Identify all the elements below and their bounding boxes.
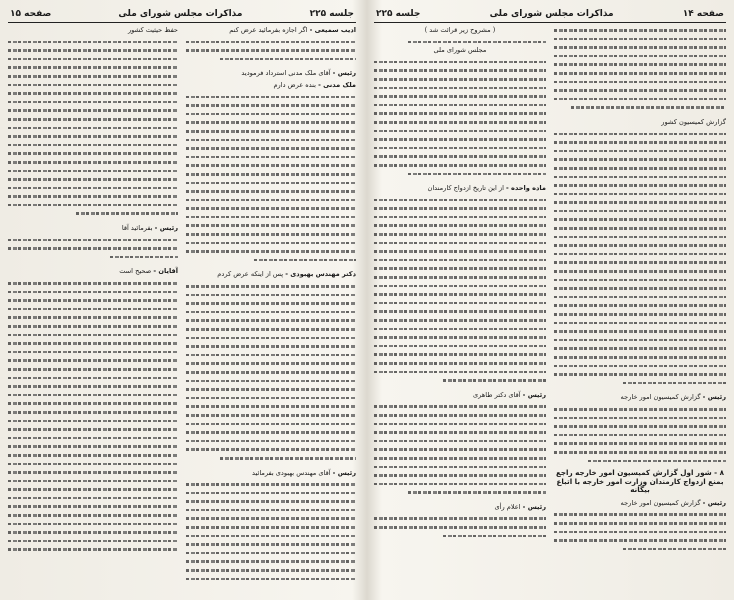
text-line (186, 118, 356, 127)
paragraph-text: آقای مهندس بهبودی بفرمائید (252, 468, 331, 477)
paragraph-text: ( مشروح زیر قرائت شد ) (424, 26, 496, 34)
text-line (186, 497, 356, 506)
text-line (186, 187, 356, 196)
text-line (186, 213, 356, 222)
speaker-name: آقایان - (153, 267, 178, 276)
paragraph (374, 503, 546, 512)
text-line (8, 494, 178, 503)
text-line (554, 233, 726, 242)
text-line (8, 460, 178, 469)
text-line (186, 351, 356, 360)
text-line (186, 368, 356, 377)
paragraph-text: بنده عرض دارم (273, 80, 316, 89)
paragraph-text: گزارش کمیسیون امور خارجه (620, 393, 701, 402)
text-line (186, 428, 356, 437)
text-line (8, 296, 178, 305)
paragraph-text: بفرمائید آقا (121, 224, 153, 233)
paragraph-text: آقای دکتر طاهری (472, 390, 521, 399)
text-line (374, 411, 546, 420)
text-line (8, 485, 178, 494)
speaker-name: رئیس - (332, 69, 356, 78)
paragraph (186, 69, 356, 78)
speaker-name: رئیس - (522, 502, 546, 511)
text-line (374, 92, 546, 101)
text-line (374, 264, 546, 273)
text-line (186, 55, 356, 64)
text-line (374, 273, 546, 282)
text-line (8, 391, 178, 400)
text-line (554, 138, 726, 147)
text-line (374, 437, 546, 446)
left-session-label: جلسه ۲۲۵ (309, 9, 354, 19)
text-line (8, 63, 178, 72)
text-line (554, 181, 726, 190)
text-line (186, 549, 356, 558)
text-line (186, 136, 356, 145)
text-line (186, 532, 356, 541)
paragraph (186, 469, 356, 478)
text-line (186, 299, 356, 308)
text-line (374, 144, 546, 153)
speaker-name: ماده واحده - (506, 184, 546, 193)
text-line (554, 536, 726, 545)
text-line (8, 46, 178, 55)
text-line (554, 103, 726, 112)
text-line (374, 463, 546, 472)
paragraph (186, 81, 356, 90)
text-line (8, 382, 178, 391)
text-line (8, 545, 178, 554)
text-line (554, 224, 726, 233)
speaker-name: رئیس - (154, 224, 178, 233)
text-line (374, 38, 546, 47)
text-line (374, 239, 546, 248)
text-line (8, 365, 178, 374)
text-line (374, 101, 546, 110)
text-line (8, 399, 178, 408)
text-line (8, 451, 178, 460)
text-line (374, 325, 546, 334)
text-line (186, 489, 356, 498)
text-line (186, 239, 356, 248)
text-line (374, 471, 546, 480)
text-line (374, 523, 546, 532)
text-line (8, 55, 178, 64)
text-line (8, 425, 178, 434)
text-line (8, 158, 178, 167)
text-line (554, 379, 726, 388)
text-line (186, 437, 356, 446)
paragraph (374, 26, 546, 35)
text-line (8, 468, 178, 477)
text-line (186, 325, 356, 334)
text-line (374, 350, 546, 359)
text-line (374, 75, 546, 84)
text-line (186, 480, 356, 489)
text-line (554, 35, 726, 44)
text-line (554, 215, 726, 224)
text-line (554, 147, 726, 156)
text-line (374, 333, 546, 342)
speaker-name: دکتر مهندس بهبودی - (285, 270, 356, 279)
text-line (374, 66, 546, 75)
text-line (554, 528, 726, 537)
text-line (8, 244, 178, 253)
paragraph-text: گزارش کمیسیون امور خارجه (620, 498, 701, 507)
text-line (554, 52, 726, 61)
text-line (554, 344, 726, 353)
right-col-left (374, 26, 546, 594)
text-line (186, 230, 356, 239)
text-line (374, 359, 546, 368)
text-line (554, 207, 726, 216)
text-line (374, 230, 546, 239)
paragraph (186, 26, 356, 35)
text-line (8, 356, 178, 365)
text-line (554, 545, 726, 554)
text-line (8, 209, 178, 218)
text-line (186, 46, 356, 55)
text-line (8, 106, 178, 115)
text-line (8, 72, 178, 81)
text-line (8, 38, 178, 47)
text-line (8, 236, 178, 245)
text-line (186, 144, 356, 153)
paragraph (554, 118, 726, 127)
text-line (374, 161, 546, 170)
text-line (554, 319, 726, 328)
text-line (554, 190, 726, 199)
text-line (374, 299, 546, 308)
text-line (554, 276, 726, 285)
text-line (8, 279, 178, 288)
text-line (186, 514, 356, 523)
text-line (554, 198, 726, 207)
right-columns (374, 26, 726, 594)
text-line (374, 342, 546, 351)
text-line (374, 402, 546, 411)
paragraph (374, 391, 546, 400)
text-line (374, 247, 546, 256)
text-line (186, 575, 356, 584)
text-line (554, 284, 726, 293)
text-line (374, 454, 546, 463)
text-line (8, 417, 178, 426)
text-line (186, 127, 356, 136)
paragraph-text: آقای ملک مدنی استرداد فرمودید (241, 69, 331, 78)
paragraph (374, 184, 546, 193)
text-line (374, 480, 546, 489)
text-line (186, 256, 356, 265)
text-line (8, 374, 178, 383)
text-line (374, 170, 546, 179)
text-line (8, 305, 178, 314)
text-line (554, 173, 726, 182)
text-line (554, 336, 726, 345)
text-line (554, 519, 726, 528)
right-page (374, 6, 726, 594)
text-line (8, 98, 178, 107)
right-running-title: مذاکرات مجلس شورای ملی (489, 9, 614, 19)
left-page-number: صفحه ۱۵ (10, 9, 52, 19)
text-line (186, 316, 356, 325)
text-line (186, 282, 356, 291)
text-line (8, 132, 178, 141)
speaker-name: رئیس - (332, 468, 356, 477)
text-line (8, 124, 178, 133)
text-line (186, 377, 356, 386)
text-line (8, 89, 178, 98)
text-line (186, 402, 356, 411)
text-line (554, 95, 726, 104)
text-line (554, 327, 726, 336)
text-line (554, 26, 726, 35)
right-page-header (374, 6, 726, 23)
text-line (186, 291, 356, 300)
text-line (186, 359, 356, 368)
right-col-right (554, 26, 726, 594)
text-line (8, 477, 178, 486)
text-line (8, 434, 178, 443)
paragraph-text: اگر اجازه بفرمائید عرض کنم (229, 26, 308, 34)
text-line (186, 153, 356, 162)
text-line (374, 84, 546, 93)
text-line (186, 566, 356, 575)
text-line (186, 342, 356, 351)
text-line (8, 115, 178, 124)
paragraph-text: اعلام رأی (494, 502, 521, 511)
text-line (8, 313, 178, 322)
text-line (8, 528, 178, 537)
text-line (8, 520, 178, 529)
speaker-name: ملک مدنی - (318, 80, 356, 89)
text-line (186, 221, 356, 230)
text-line (186, 523, 356, 532)
text-line (374, 204, 546, 213)
text-line (554, 414, 726, 423)
text-line (186, 161, 356, 170)
text-line (554, 370, 726, 379)
text-line (554, 60, 726, 69)
text-line (8, 322, 178, 331)
text-line (374, 368, 546, 377)
text-line (554, 362, 726, 371)
text-line (8, 81, 178, 90)
text-line (554, 310, 726, 319)
text-line (374, 376, 546, 385)
text-line (554, 43, 726, 52)
text-line (186, 454, 356, 463)
text-line (186, 445, 356, 454)
text-line (554, 155, 726, 164)
text-line (186, 557, 356, 566)
paragraph (186, 270, 356, 279)
paragraph (8, 267, 178, 276)
paragraph-text: پس از اینکه عرض کردم (217, 270, 284, 279)
section-heading: ۸ - شور اول گزارش کمیسیون امور خارجه راجع بمنع ازدواج کارمندان وزارت امور خارجه با اتباع بیگانه (555, 468, 725, 495)
text-line (8, 348, 178, 357)
text-line (554, 250, 726, 259)
text-line (8, 141, 178, 150)
text-line (186, 506, 356, 515)
text-line (8, 201, 178, 210)
text-line (554, 267, 726, 276)
text-line (554, 258, 726, 267)
text-line (8, 288, 178, 297)
text-line (374, 127, 546, 136)
text-line (186, 170, 356, 179)
text-line (8, 184, 178, 193)
text-line (554, 164, 726, 173)
text-line (374, 118, 546, 127)
right-session-label: جلسه ۲۲۵ (376, 9, 421, 19)
paragraph-text: صحیح است (119, 267, 152, 276)
text-line (374, 532, 546, 541)
text-line (374, 488, 546, 497)
text-line (374, 514, 546, 523)
text-line (8, 511, 178, 520)
speaker-name: ادیب سمیعی - (309, 26, 356, 34)
left-page-header (8, 6, 356, 23)
left-columns (8, 26, 356, 594)
text-line (374, 58, 546, 67)
text-line (186, 110, 356, 119)
text-line (374, 213, 546, 222)
text-line (374, 152, 546, 161)
left-col-right (186, 26, 356, 594)
text-line (186, 385, 356, 394)
text-line (554, 293, 726, 302)
text-line (186, 101, 356, 110)
left-page (8, 6, 356, 594)
speaker-name: رئیس - (702, 393, 726, 402)
text-line (554, 448, 726, 457)
text-line (554, 86, 726, 95)
text-line (554, 301, 726, 310)
text-line (8, 253, 178, 262)
text-line (8, 537, 178, 546)
text-line (8, 175, 178, 184)
text-line (186, 38, 356, 47)
paragraph (554, 499, 726, 508)
text-line (554, 405, 726, 414)
text-line (8, 502, 178, 511)
text-line (554, 439, 726, 448)
text-line (186, 179, 356, 188)
text-line (374, 135, 546, 144)
right-page-number: صفحه ۱۴ (682, 9, 724, 19)
text-line (186, 308, 356, 317)
text-line (186, 540, 356, 549)
text-line (554, 353, 726, 362)
text-line (186, 420, 356, 429)
paragraph-text: گزارش کمیسیون کشور (661, 117, 726, 126)
text-line (374, 282, 546, 291)
paragraph-text: حفظ حیثیت کشور (128, 26, 178, 34)
text-line (374, 316, 546, 325)
text-line (8, 149, 178, 158)
text-line (374, 420, 546, 429)
text-line (374, 109, 546, 118)
left-col-left (8, 26, 178, 594)
text-line (374, 290, 546, 299)
text-line (186, 204, 356, 213)
paragraph (8, 26, 178, 35)
left-running-title: مذاکرات مجلس شورای ملی (118, 9, 243, 19)
paragraph-text: مجلس شورای ملی (433, 46, 487, 55)
text-line (374, 221, 546, 230)
text-line (374, 307, 546, 316)
text-line (8, 339, 178, 348)
text-line (554, 510, 726, 519)
text-line (554, 241, 726, 250)
text-line (554, 431, 726, 440)
text-line (8, 408, 178, 417)
paragraph-text: از این تاریخ ازدواج کارمندان (427, 184, 504, 193)
text-line (374, 445, 546, 454)
text-line (374, 428, 546, 437)
text-line (8, 442, 178, 451)
text-line (554, 457, 726, 466)
text-line (186, 394, 356, 403)
paragraph (374, 46, 546, 55)
text-line (554, 130, 726, 139)
text-line (186, 334, 356, 343)
text-line (186, 411, 356, 420)
text-line (8, 331, 178, 340)
text-line (374, 256, 546, 265)
speaker-name: رئیس - (702, 498, 726, 507)
paragraph (8, 224, 178, 233)
text-line (554, 78, 726, 87)
text-line (8, 192, 178, 201)
text-line (8, 167, 178, 176)
text-line (554, 69, 726, 78)
text-line (186, 196, 356, 205)
paragraph (554, 393, 726, 402)
text-line (186, 247, 356, 256)
text-line (554, 422, 726, 431)
text-line (374, 196, 546, 205)
text-line (186, 93, 356, 102)
speaker-name: رئیس - (522, 390, 546, 399)
